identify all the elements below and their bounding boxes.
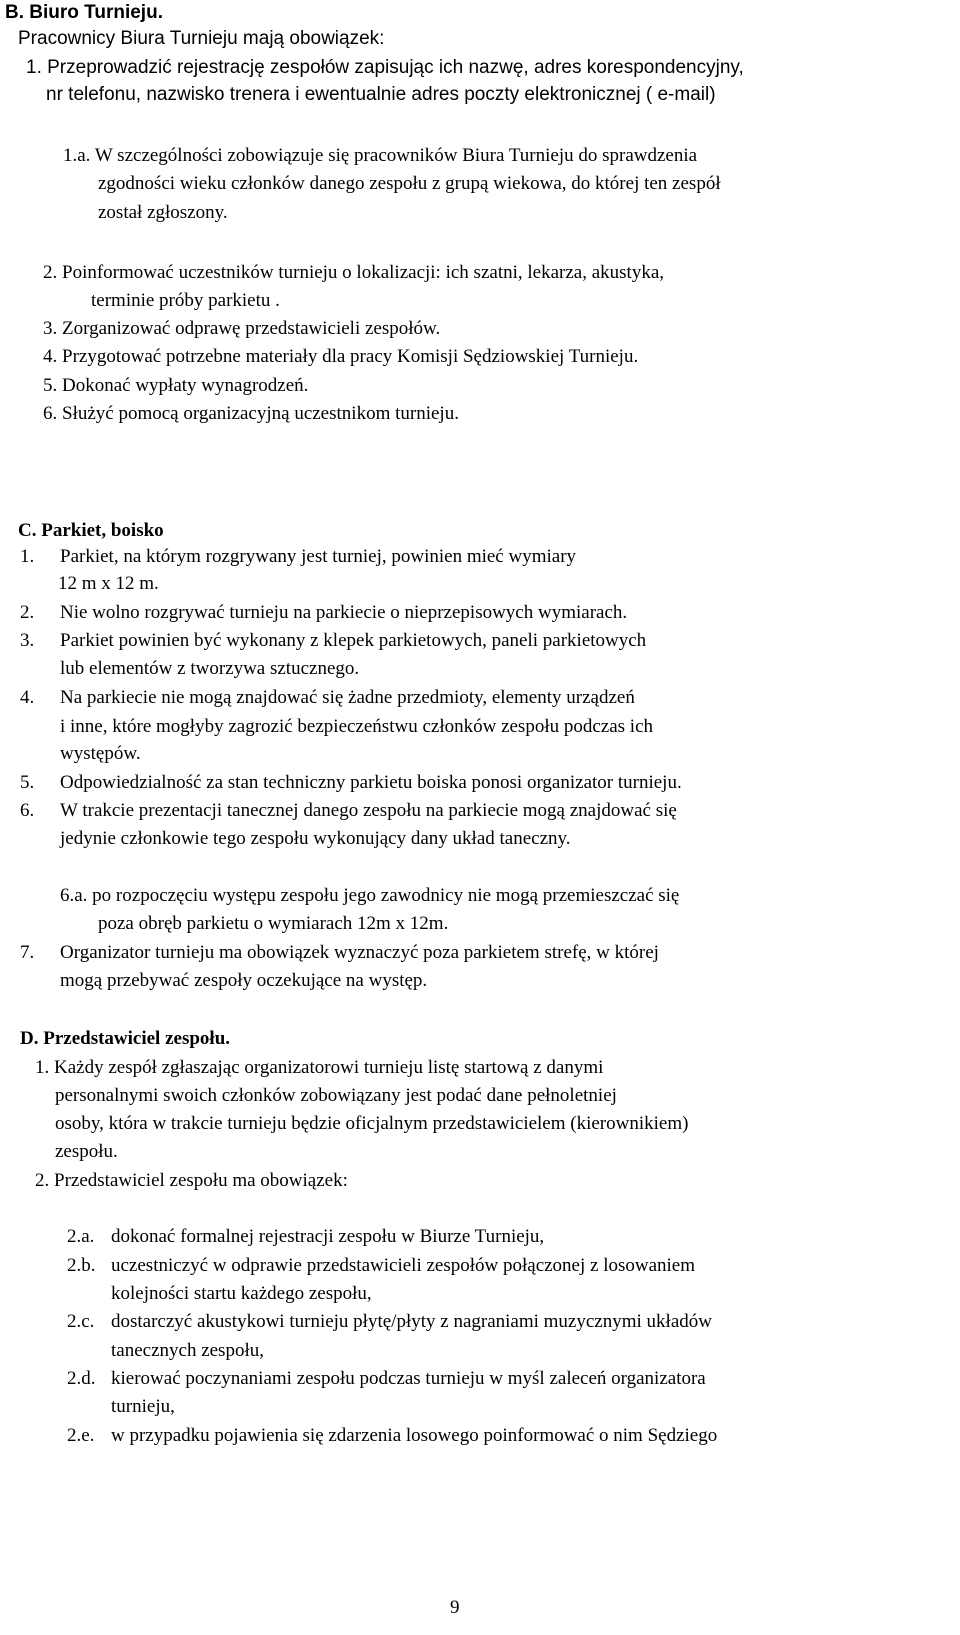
section-d-subitem-d: kierować poczynaniami zespołu podczas turnieju w myśl zaleceń organizatora xyxy=(111,1368,706,1389)
section-b-item-5: 5. Dokonać wypłaty wynagrodzeń. xyxy=(43,375,309,396)
section-d-item-1: 1. Każdy zespół zgłaszając organizatorowi turnieju listę startową z danymi xyxy=(35,1057,604,1078)
section-b-item-3: 3. Zorganizować odprawę przedstawicieli zespołów. xyxy=(43,318,441,339)
section-c-item-number: 5. xyxy=(20,772,35,793)
section-c-item-2: Nie wolno rozgrywać turnieju na parkiecie o nieprzepisowych wymiarach. xyxy=(60,602,628,623)
section-d-subitem-number: 2.b. xyxy=(67,1255,96,1276)
section-c-item-number: 3. xyxy=(20,630,35,651)
section-b-item-1-cont: nr telefonu, nazwisko trenera i ewentualnie adres poczty elektronicznej ( e-mail) xyxy=(46,84,716,105)
section-c-item-1: Parkiet, na którym rozgrywany jest turniej, powinien mieć wymiary xyxy=(60,546,577,567)
section-c-item-4-cont: występów. xyxy=(60,743,141,764)
section-d-subitem-number: 2.a. xyxy=(67,1226,95,1247)
section-d-subitem-a: dokonać formalnej rejestracji zespołu w Biurze Turnieju, xyxy=(111,1226,545,1247)
section-c-item-1-cont: 12 m x 12 m. xyxy=(58,573,159,594)
section-c-item-6-cont: jedynie członkowie tego zespołu wykonujący dany układ taneczny. xyxy=(60,828,571,849)
section-d-subitem-number: 2.c. xyxy=(67,1311,95,1332)
section-b-item-2-cont: terminie próby parkietu . xyxy=(91,290,280,311)
section-d-subitem-e: w przypadku pojawienia się zdarzenia losowego poinformować o nim Sędziego xyxy=(111,1425,718,1446)
section-d-subitem-b-cont: kolejności startu każdego zespołu, xyxy=(111,1283,372,1304)
section-c-item-3: Parkiet powinien być wykonany z klepek parkietowych, paneli parkietowych xyxy=(60,630,647,651)
section-d-subitem-b: uczestniczyć w odprawie przedstawicieli zespołów połączonej z losowaniem xyxy=(111,1255,696,1276)
section-c-item-4-cont: i inne, które mogłyby zagrozić bezpieczeństwu członków zespołu podczas ich xyxy=(60,716,654,737)
page-number: 9 xyxy=(450,1597,460,1618)
section-c-item-number: 1. xyxy=(20,546,35,567)
section-c-item-number: 4. xyxy=(20,687,35,708)
section-b-item-1: 1. Przeprowadzić rejestrację zespołów zapisując ich nazwę, adres korespondencyjny, xyxy=(26,57,744,78)
section-b-item-1a-cont: zgodności wieku członków danego zespołu z grupą wiekowa, do której ten zespół xyxy=(98,173,721,194)
section-c-item-7: Organizator turnieju ma obowiązek wyznaczyć poza parkietem strefę, w której xyxy=(60,942,659,963)
section-c-item-number: 2. xyxy=(20,602,35,623)
section-b-heading: B. Biuro Turnieju. xyxy=(5,2,163,23)
section-b-intro: Pracownicy Biura Turnieju mają obowiązek: xyxy=(18,28,385,49)
section-b-item-1a-cont: został zgłoszony. xyxy=(98,202,228,223)
section-c-item-number: 6. xyxy=(20,800,35,821)
section-d-subitem-number: 2.e. xyxy=(67,1425,95,1446)
section-c-item-4: Na parkiecie nie mogą znajdować się żadne przedmioty, elementy urządzeń xyxy=(60,687,635,708)
section-c-item-6a: 6.a. po rozpoczęciu występu zespołu jego zawodnicy nie mogą przemieszczać się xyxy=(60,885,680,906)
section-c-item-number: 7. xyxy=(20,942,35,963)
section-d-item-2: 2. Przedstawiciel zespołu ma obowiązek: xyxy=(35,1170,348,1191)
section-d-subitem-c: dostarczyć akustykowi turnieju płytę/płyty z nagraniami muzycznymi układów xyxy=(111,1311,712,1332)
section-d-subitem-c-cont: tanecznych zespołu, xyxy=(111,1340,264,1361)
section-d-heading: D. Przedstawiciel zespołu. xyxy=(20,1028,231,1049)
section-b-item-6: 6. Służyć pomocą organizacyjną uczestnikom turnieju. xyxy=(43,403,459,424)
section-b-item-1a: 1.a. W szczególności zobowiązuje się pracowników Biura Turnieju do sprawdzenia xyxy=(63,145,698,166)
section-d-item-1-cont: personalnymi swoich członków zobowiązany jest podać dane pełnoletniej xyxy=(55,1085,617,1106)
section-d-item-1-cont: osoby, która w trakcie turnieju będzie oficjalnym przedstawicielem (kierownikiem) xyxy=(55,1113,689,1134)
section-b-item-2: 2. Poinformować uczestników turnieju o lokalizacji: ich szatni, lekarza, akustyka, xyxy=(43,262,664,283)
section-b-item-4: 4. Przygotować potrzebne materiały dla pracy Komisji Sędziowskiej Turnieju. xyxy=(43,346,639,367)
section-c-item-3-cont: lub elementów z tworzywa sztucznego. xyxy=(60,658,360,679)
section-c-item-6a-cont: poza obręb parkietu o wymiarach 12m x 12m. xyxy=(98,913,449,934)
section-c-item-5: Odpowiedzialność za stan techniczny parkietu boiska ponosi organizator turnieju. xyxy=(60,772,682,793)
section-d-subitem-number: 2.d. xyxy=(67,1368,96,1389)
section-d-item-1-cont: zespołu. xyxy=(55,1141,118,1162)
section-c-heading: C. Parkiet, boisko xyxy=(18,520,164,541)
section-c-item-7-cont: mogą przebywać zespoły oczekujące na występ. xyxy=(60,970,428,991)
section-c-item-6: W trakcie prezentacji tanecznej danego zespołu na parkiecie mogą znajdować się xyxy=(60,800,677,821)
section-d-subitem-d-cont: turnieju, xyxy=(111,1396,175,1417)
